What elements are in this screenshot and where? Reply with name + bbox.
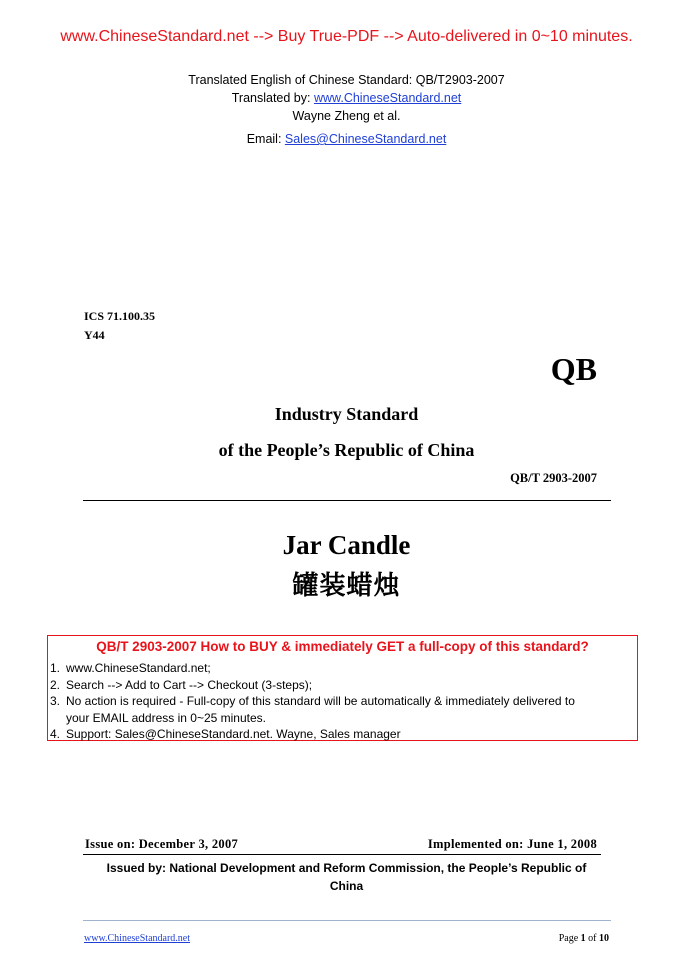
ics-code: ICS 71.100.35: [84, 309, 156, 323]
list-item: [48, 726, 575, 743]
step-text: Support: Sales@ChineseStandard.net. Wayne, Sales manager: [66, 727, 401, 741]
list-item: [48, 710, 575, 727]
website-link[interactable]: www.ChineseStandard.net: [313, 91, 462, 105]
translated-by-label: Translated by:: [231, 91, 314, 105]
translated-title: Translated English of Chinese Standard: QB/T2903-2007: [188, 73, 505, 87]
step-text: www.ChineseStandard.net;: [66, 661, 211, 675]
issuing-authority: [90, 859, 603, 895]
implementation-date: Implemented on: June 1, 2008: [427, 837, 597, 851]
translators: Wayne Zheng et al.: [292, 109, 401, 123]
step-number: 2.: [50, 677, 61, 692]
purchase-steps: [48, 660, 575, 743]
email-link[interactable]: Sales@ChineseStandard.net: [284, 132, 447, 146]
email-label: Email:: [246, 132, 285, 146]
header-divider: [83, 500, 611, 501]
list-item: [48, 693, 575, 710]
page-total: 10: [599, 933, 609, 944]
standard-country: of the People’s Republic of China: [218, 440, 475, 460]
step-number: 3.: [50, 694, 61, 708]
purchase-info-box: [47, 635, 638, 741]
dates-divider: [83, 854, 601, 855]
step-number: 4.: [50, 727, 61, 741]
issued-by-label: Issued by:: [106, 861, 167, 875]
step-text: No action is required - Full-copy of this standard will be automatically & immediately delivered to: [66, 694, 575, 708]
page-of-label: of: [585, 933, 599, 944]
translated-by-line: [0, 91, 693, 105]
document-title-zh: 罐装蜡烛: [292, 571, 401, 601]
footer-website-link[interactable]: www.ChineseStandard.net: [84, 933, 190, 944]
list-item: [48, 677, 575, 694]
email-line: [0, 132, 693, 146]
page-number: [559, 933, 609, 944]
step-number: 1.: [50, 661, 61, 675]
issue-date: Issue on: December 3, 2007: [85, 837, 239, 851]
standard-number: QB/T 2903-2007: [510, 471, 597, 485]
standard-mark: QB: [550, 351, 597, 387]
step-text: your EMAIL address in 0~25 minutes.: [66, 710, 266, 725]
step-text: Search --> Add to Cart --> Checkout (3-steps);: [66, 677, 313, 692]
ccs-code: Y44: [84, 328, 105, 342]
top-banner: www.ChineseStandard.net --> Buy True-PDF --> Auto-delivered in 0~10 minutes.: [60, 28, 633, 45]
footer-divider: [83, 920, 611, 921]
purchase-heading: QB/T 2903-2007 How to BUY & immediately GET a full-copy of this standard?: [96, 639, 589, 654]
page-current: 1: [580, 933, 586, 944]
list-item: [48, 660, 575, 677]
page-label: Page: [558, 933, 581, 944]
document-title-en: Jar Candle: [282, 530, 411, 560]
standard-type: Industry Standard: [274, 404, 419, 424]
issued-by-text: National Development and Reform Commission, the People’s Republic of China: [166, 861, 587, 893]
